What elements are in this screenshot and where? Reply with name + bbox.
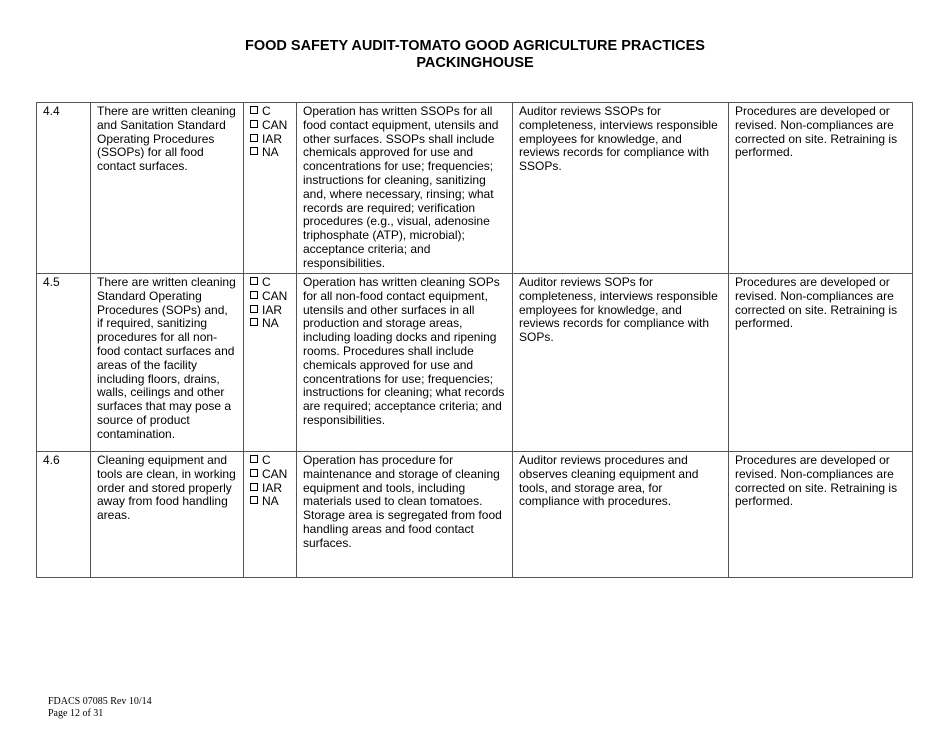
option-iar[interactable] — [250, 133, 290, 147]
requirement-text: Cleaning equipment and tools are clean, in working order and stored properly away from food handling areas. — [91, 452, 244, 578]
checkbox-icon[interactable] — [250, 469, 258, 477]
checkbox-icon[interactable] — [250, 483, 258, 491]
item-number: 4.5 — [37, 274, 91, 452]
option-label: C — [262, 453, 271, 467]
corrective-action-text: Procedures are developed or revised. Non-compliances are corrected on site. Retraining is performed. — [729, 274, 913, 452]
document-subtitle: PACKINGHOUSE — [416, 55, 534, 71]
option-can[interactable] — [250, 119, 290, 133]
option-label: IAR — [262, 480, 283, 495]
option-label: IAR — [262, 131, 283, 146]
requirement-text: There are written cleaning and Sanitation Standard Operating Procedures (SSOPs) for all food contact surfaces. — [91, 103, 244, 274]
option-label: NA — [262, 316, 279, 331]
table-row — [37, 103, 913, 274]
option-c[interactable] — [250, 276, 290, 290]
option-label: CAN — [262, 466, 288, 481]
audit-table — [36, 102, 913, 578]
checkbox-icon[interactable] — [250, 134, 258, 142]
checkbox-icon[interactable] — [250, 291, 258, 299]
option-label: NA — [262, 494, 279, 509]
compliance-options — [244, 103, 297, 274]
option-label: C — [262, 104, 271, 118]
option-label: CAN — [262, 288, 288, 303]
compliance-options — [244, 274, 297, 452]
option-label: C — [262, 275, 271, 289]
item-number: 4.4 — [37, 103, 91, 274]
expectation-text: Operation has written cleaning SOPs for all non-food contact equipment, utensils and other surfaces in all production and storage areas, including loading docks and ripening rooms. Procedures shall include chemicals approved for use and concentrations for use; frequencies; instructions for cleaning; what records are required; acceptance criteria; and responsibilities. — [297, 274, 513, 452]
corrective-action-text: Procedures are developed or revised. Non-compliances are corrected on site. Retraining is performed. — [729, 103, 913, 274]
expectation-text: Operation has written SSOPs for all food contact equipment, utensils and other surfaces. SSOPs shall include chemicals approved for use and concentrations for use; frequencies; instructions for cleaning, sanitizing and, where necessary, rinsing; what records are required; verification procedures (e.g., visual, adenosine triphosphate (ATP), microbial); acceptance criteria; and responsibilities. — [297, 103, 513, 274]
checkbox-icon[interactable] — [250, 455, 258, 463]
option-can[interactable] — [250, 468, 290, 482]
checkbox-icon[interactable] — [250, 106, 258, 114]
item-number: 4.6 — [37, 452, 91, 578]
document-title: FOOD SAFETY AUDIT-TOMATO GOOD AGRICULTURE PRACTICES — [245, 38, 705, 54]
option-iar[interactable] — [250, 304, 290, 318]
option-c[interactable] — [250, 454, 290, 468]
option-na[interactable] — [250, 495, 290, 509]
form-id: FDACS 07085 Rev 10/14 — [48, 696, 152, 707]
checkbox-icon[interactable] — [250, 147, 258, 155]
auditor-text: Auditor reviews procedures and observes cleaning equipment and tools, and storage area, for compliance with procedures. — [513, 452, 729, 578]
checkbox-icon[interactable] — [250, 496, 258, 504]
expectation-text: Operation has procedure for maintenance and storage of cleaning equipment and tools, including materials used to clean tomatoes. Storage area is segregated from food handling areas and food contact surfaces. — [297, 452, 513, 578]
checkbox-icon[interactable] — [250, 318, 258, 326]
compliance-options — [244, 452, 297, 578]
option-iar[interactable] — [250, 482, 290, 496]
page-number: Page 12 of 31 — [48, 708, 104, 719]
option-label: NA — [262, 145, 279, 160]
checkbox-icon[interactable] — [250, 305, 258, 313]
option-na[interactable] — [250, 317, 290, 331]
corrective-action-text: Procedures are developed or revised. Non-compliances are corrected on site. Retraining is performed. — [729, 452, 913, 578]
option-label: IAR — [262, 302, 283, 317]
option-na[interactable] — [250, 146, 290, 160]
checkbox-icon[interactable] — [250, 277, 258, 285]
auditor-text: Auditor reviews SOPs for completeness, interviews responsible employees for knowledge, and reviews records for compliance with SOPs. — [513, 274, 729, 452]
table-row — [37, 452, 913, 578]
checkbox-icon[interactable] — [250, 120, 258, 128]
option-can[interactable] — [250, 290, 290, 304]
table-row — [37, 274, 913, 452]
requirement-text: There are written cleaning Standard Operating Procedures (SOPs) and, if required, sanitizing procedures for all non-food contact surfaces and areas of the facility including floors, drains, walls, ceilings and other surfaces that may pose a source of product contamination. — [91, 274, 244, 452]
option-c[interactable] — [250, 105, 290, 119]
auditor-text: Auditor reviews SSOPs for completeness, interviews responsible employees for knowledge, and reviews records for compliance with SSOPs. — [513, 103, 729, 274]
option-label: CAN — [262, 117, 288, 132]
